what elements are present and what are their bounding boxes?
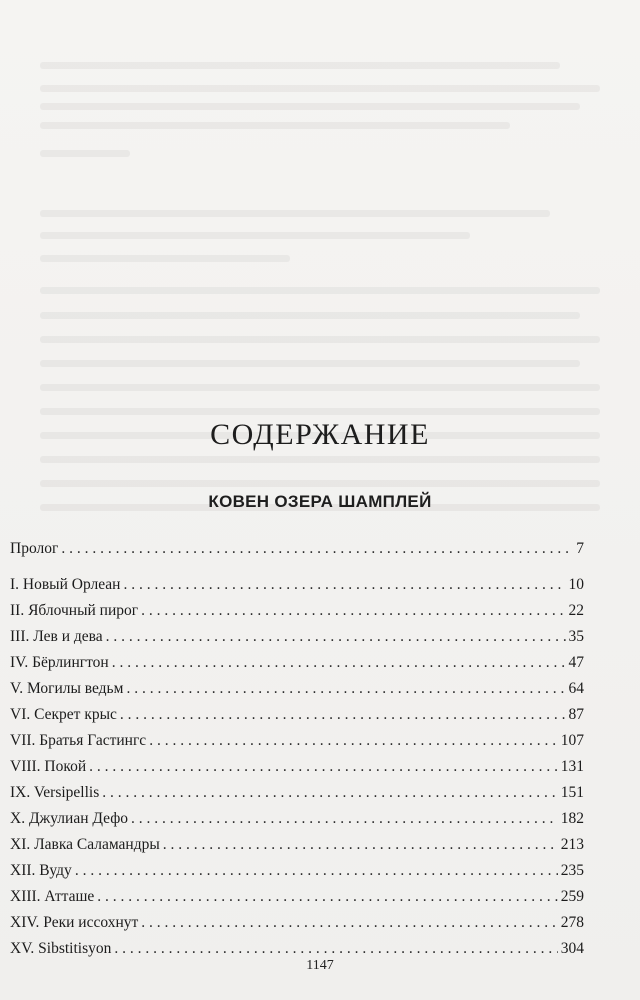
toc-entry-page: 87	[568, 706, 584, 723]
toc-entry-chapter-13[interactable]	[10, 888, 584, 908]
toc-entry-label: Пролог	[10, 540, 59, 557]
toc-entry-page: 151	[560, 784, 584, 801]
toc-leader-dots	[141, 602, 565, 620]
toc-entry-chapter-4[interactable]	[10, 654, 584, 674]
toc-leader-dots	[89, 758, 558, 776]
page-title: СОДЕРЖАНИЕ	[210, 418, 430, 451]
toc-entry-chapter-5[interactable]	[10, 680, 584, 700]
toc-leader-dots	[112, 654, 566, 672]
toc-entry-page: 259	[560, 888, 584, 905]
toc-leader-dots	[149, 732, 558, 750]
toc-entry-label: XII. Вуду	[10, 862, 72, 879]
toc-leader-dots	[120, 706, 566, 724]
toc-entry-label: III. Лев и дева	[10, 628, 103, 645]
toc-entry-page: 10	[568, 576, 584, 593]
toc-entry-page: 47	[568, 654, 584, 671]
toc-entry-label: II. Яблочный пирог	[10, 602, 139, 619]
toc-leader-dots	[123, 576, 565, 594]
toc-entry-chapter-14[interactable]	[10, 914, 584, 934]
toc-entry-page: 35	[568, 628, 584, 645]
toc-entry-label: XV. Sibstitisyon	[10, 940, 112, 957]
toc-entry-prologue[interactable]	[10, 540, 584, 560]
toc-entry-chapter-9[interactable]	[10, 784, 584, 804]
toc-leader-dots	[131, 810, 558, 828]
toc-leader-dots	[75, 862, 558, 880]
toc-leader-dots	[141, 914, 557, 932]
toc-leader-dots	[106, 628, 566, 646]
toc-entry-chapter-8[interactable]	[10, 758, 584, 778]
toc-leader-dots	[114, 940, 557, 958]
toc-entry-label: I. Новый Орлеан	[10, 576, 121, 593]
toc-entry-page: 278	[560, 914, 584, 931]
section-title: КОВЕН ОЗЕРА ШАМПЛЕЙ	[208, 492, 432, 511]
toc-entry-label: XIV. Реки иссохнут	[10, 914, 139, 931]
toc-entry-chapter-11[interactable]	[10, 836, 584, 856]
toc-leader-dots	[61, 540, 573, 558]
toc-leader-dots	[102, 784, 557, 802]
toc-entry-label: IV. Бёрлингтон	[10, 654, 109, 671]
toc-entry-page: 182	[560, 810, 584, 827]
toc-entry-label: IX. Versipellis	[10, 784, 100, 801]
toc-leader-dots	[126, 680, 565, 698]
toc-entry-chapter-10[interactable]	[10, 810, 584, 830]
toc-entry-page: 304	[560, 940, 584, 957]
toc-entry-label: VII. Братья Гастингс	[10, 732, 147, 749]
toc-entry-page: 235	[560, 862, 584, 879]
toc-entry-page: 22	[568, 602, 584, 619]
toc-entry-chapter-1[interactable]	[10, 576, 584, 596]
toc-entry-label: V. Могилы ведьм	[10, 680, 124, 697]
toc-entry-chapter-3[interactable]	[10, 628, 584, 648]
toc-entry-page: 107	[560, 732, 584, 749]
toc-entry-page: 7	[576, 540, 584, 557]
toc-entry-chapter-2[interactable]	[10, 602, 584, 622]
toc-entry-label: VI. Секрет крыс	[10, 706, 117, 723]
toc-entry-label: XI. Лавка Саламандры	[10, 836, 160, 853]
toc-entry-chapter-15[interactable]	[10, 940, 584, 960]
toc-entry-chapter-6[interactable]	[10, 706, 584, 726]
toc-entry-chapter-12[interactable]	[10, 862, 584, 882]
toc-entry-chapter-7[interactable]	[10, 732, 584, 752]
toc-leader-dots	[97, 888, 557, 906]
toc-entry-label: XIII. Атташе	[10, 888, 95, 905]
toc-entry-label: VIII. Покой	[10, 758, 87, 775]
toc-entry-label: X. Джулиан Дефо	[10, 810, 128, 827]
page-number: 1147	[306, 958, 334, 973]
toc-entry-page: 213	[560, 836, 584, 853]
toc-entry-page: 64	[568, 680, 584, 697]
toc-entry-page: 131	[560, 758, 584, 775]
toc-leader-dots	[163, 836, 558, 854]
